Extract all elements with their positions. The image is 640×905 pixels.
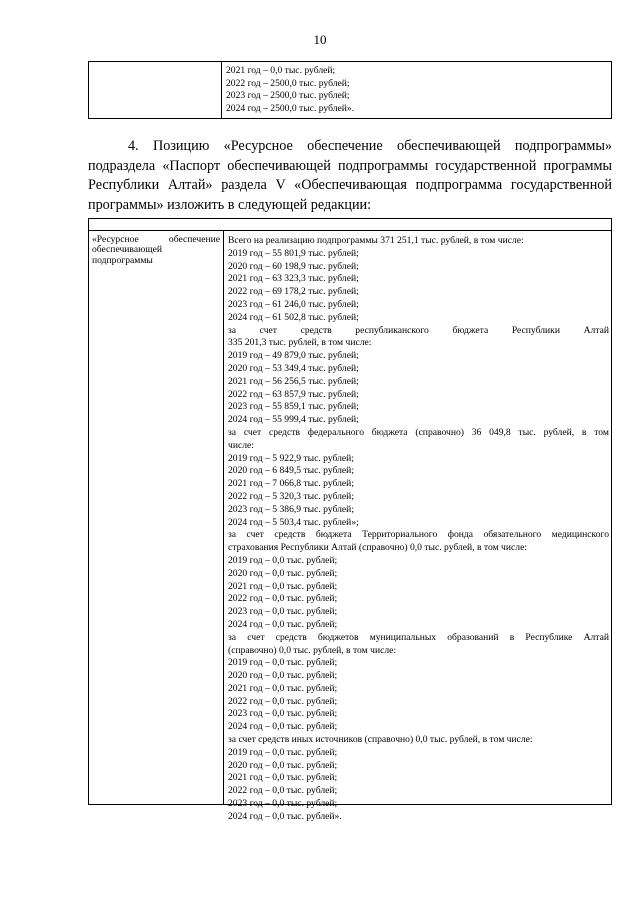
funding-detail-line: 2022 год – 0,0 тыс. рублей; (228, 785, 338, 797)
funding-detail-line: 2020 год – 60 198,9 тыс. рублей; (228, 260, 359, 272)
column-divider (223, 230, 224, 804)
funding-detail-line: страхования Республики Алтай (справочно) 0,0 тыс. рублей, в том числе: (228, 542, 527, 554)
funding-detail-line: 2019 год – 0,0 тыс. рублей; (228, 657, 338, 669)
funding-detail-line: числе: (228, 439, 254, 451)
funding-detail-line: 2023 год – 61 246,0 тыс. рублей; (228, 298, 359, 310)
funding-detail-line: за счет средств федерального бюджета (справочно) 36 049,8 тыс. рублей, в том (228, 426, 609, 438)
funding-detail-line: 2024 год – 5 503,4 тыс. рублей»; (228, 516, 359, 528)
funding-detail-line: 2023 год – 0,0 тыс. рублей; (228, 798, 338, 810)
funding-detail-line: 2022 год – 63 857,9 тыс. рублей; (228, 388, 359, 400)
position-name-line: подпрограммы (92, 254, 153, 266)
funding-detail-line: за счет средств бюджетов муниципальных образований в Республике Алтай (228, 631, 609, 643)
funding-detail-line: 2019 год – 0,0 тыс. рублей; (228, 746, 338, 758)
funding-detail-line: 2020 год – 53 349,4 тыс. рублей; (228, 362, 359, 374)
funding-detail-line: 2024 год – 55 999,4 тыс. рублей; (228, 414, 359, 426)
funding-detail-line: (справочно) 0,0 тыс. рублей, в том числе: (228, 644, 397, 656)
column-divider (221, 62, 222, 118)
funding-detail-line: 2024 год – 0,0 тыс. рублей; (228, 721, 338, 733)
resource-provision-table (88, 218, 612, 822)
funding-detail-line: 2019 год – 49 879,0 тыс. рублей; (228, 350, 359, 362)
funding-detail-line: 2021 год – 63 323,3 тыс. рублей; (228, 273, 359, 285)
funding-detail-line: 335 201,3 тыс. рублей, в том числе: (228, 337, 372, 349)
position-name-line: обеспечивающей (92, 244, 163, 256)
funding-detail-line: 2022 год – 69 178,2 тыс. рублей; (228, 286, 359, 298)
funding-detail-line: 2019 год – 55 801,9 тыс. рублей; (228, 247, 359, 259)
funding-detail-line: 2021 год – 0,0 тыс. рублей; (228, 772, 338, 784)
position-name-cell (92, 235, 220, 266)
funding-line: 2022 год – 2500,0 тыс. рублей; (226, 77, 350, 89)
funding-detail-line: 2021 год – 0,0 тыс. рублей; (228, 682, 338, 694)
funding-line: 2023 год – 2500,0 тыс. рублей; (226, 90, 350, 102)
funding-years-cell (226, 65, 354, 115)
funding-detail-line: 2022 год – 5 320,3 тыс. рублей; (228, 490, 354, 502)
funding-detail-line: 2020 год – 0,0 тыс. рублей; (228, 670, 338, 682)
funding-detail-line: 2019 год – 5 922,9 тыс. рублей; (228, 452, 354, 464)
funding-detail-line: 2022 год – 0,0 тыс. рублей; (228, 593, 338, 605)
page-number: 10 (313, 32, 327, 47)
funding-detail-line: 2024 год – 0,0 тыс. рублей; (228, 618, 338, 630)
table-inner-border (89, 230, 611, 231)
funding-detail-line: 2024 год – 61 502,8 тыс. рублей; (228, 311, 359, 323)
funding-detail-line: 2023 год – 55 859,1 тыс. рублей; (228, 401, 359, 413)
funding-details-cell (228, 235, 609, 824)
funding-detail-line: за счет средств республиканского бюджета Республики Алтай (228, 324, 609, 336)
funding-detail-line: 2023 год – 0,0 тыс. рублей; (228, 606, 338, 618)
funding-detail-line: 2019 год – 0,0 тыс. рублей; (228, 554, 338, 566)
funding-detail-line: 2022 год – 0,0 тыс. рублей; (228, 695, 338, 707)
funding-detail-line: 2024 год – 0,0 тыс. рублей». (228, 810, 342, 822)
amendment-paragraph: 4. Позицию «Ресурсное обеспечение обеспечивающей подпрограммы» подраздела «Паспорт обеспечивающей подпрограммы государственной программы Республики Алтай» раздела V «Обеспечивающая подпрограмма государственной программы» изложить в следующей редакции: (88, 138, 612, 213)
funding-detail-line: 2020 год – 6 849,5 тыс. рублей; (228, 465, 354, 477)
funding-line: 2021 год – 0,0 тыс. рублей; (226, 65, 336, 76)
funding-detail-line: 2020 год – 0,0 тыс. рублей; (228, 759, 338, 771)
funding-detail-line: 2021 год – 7 066,8 тыс. рублей; (228, 478, 354, 490)
previous-table-fragment (88, 61, 612, 119)
funding-detail-line: за счет средств бюджета Территориального фонда обязательного медицинского (228, 529, 609, 541)
funding-detail-line: 2023 год – 0,0 тыс. рублей; (228, 708, 338, 720)
funding-detail-line: Всего на реализацию подпрограммы 371 251,1 тыс. рублей, в том числе: (228, 235, 524, 246)
funding-detail-line: 2021 год – 0,0 тыс. рублей; (228, 580, 338, 592)
funding-detail-line: за счет средств иных источников (справочно) 0,0 тыс. рублей, в том числе: (228, 734, 533, 746)
funding-detail-line: 2023 год – 5 386,9 тыс. рублей; (228, 503, 354, 515)
funding-line: 2024 год – 2500,0 тыс. рублей». (226, 102, 355, 114)
funding-detail-line: 2021 год – 56 256,5 тыс. рублей; (228, 375, 359, 387)
funding-detail-line: 2020 год – 0,0 тыс. рублей; (228, 567, 338, 579)
position-name-line: «Ресурсное обеспечение (92, 234, 220, 245)
